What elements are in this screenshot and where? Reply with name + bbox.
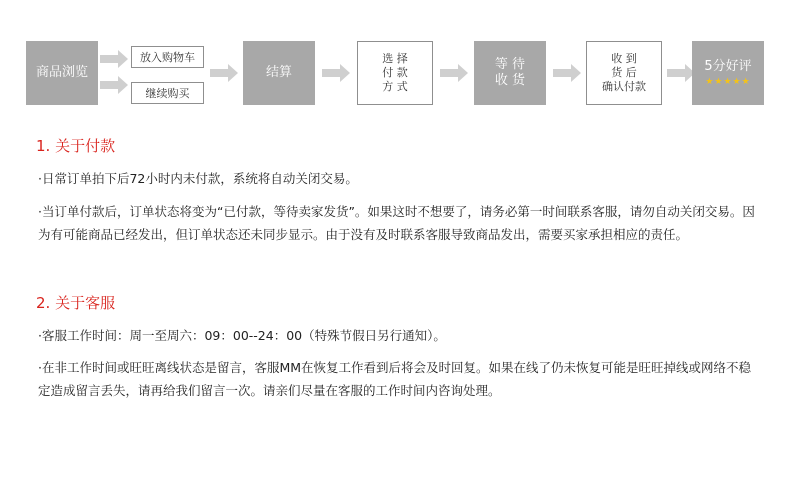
flow-branch-add-to-cart	[131, 46, 204, 68]
flow-arrow-icon	[322, 64, 352, 84]
flow-step-confirm-payment	[586, 41, 662, 105]
customer-service-paragraph: ·在非工作时间或旺旺离线状态是留言，客服MM在恢复工作看到后将会及时回复。如果在线了仍未恢复可能是旺旺掉线或网络不稳定造成留言丢失，请再给我们留言一次。请亲们尽量在客服的工作时间内咨询处理。	[38, 360, 752, 398]
branch-arrows	[100, 47, 130, 97]
payment-paragraph: ·日常订单拍下后72小时内未付款，系统将自动关闭交易。	[38, 171, 358, 186]
flow-step-choose-payment	[357, 41, 433, 105]
payment-paragraph: ·当订单付款后，订单状态将变为“已付款，等待卖家发货”。如果这时不想要了，请务必第一时间联系客服，请勿自动关闭交易。因为有可能商品已经发出，但订单状态还未同步显示。由于没有及时联系客服导致商品发出，需要买家承担相应的责任。	[38, 204, 755, 242]
flow-arrow-icon	[210, 64, 240, 84]
flow-step-choose-payment-label: 选 择 付 款 方 式	[382, 52, 408, 93]
flow-branch-add-to-cart-label: 放入购物车	[140, 51, 195, 64]
flow-branch-continue-buying-label: 继续购买	[145, 87, 190, 100]
customer-service-paragraph: ·客服工作时间：周一至周六：09：00--24：00（特殊节假日另行通知）。	[38, 328, 446, 343]
flow-branch-continue-buying	[131, 82, 204, 104]
flow-step-confirm-payment-label: 收 到 货 后 确认付款	[602, 52, 646, 93]
flow-arrow-icon	[553, 64, 583, 84]
flow-arrow-icon	[440, 64, 470, 84]
flow-step-checkout	[243, 41, 315, 105]
flow-step-await-delivery	[474, 41, 546, 105]
section-title-payment: 1. 关于付款	[36, 137, 116, 155]
order-flow-diagram	[0, 0, 790, 120]
flow-step-await-delivery-label: 等 待 收 货	[494, 56, 526, 88]
flow-step-browse	[26, 41, 98, 105]
flow-step-five-star-review-label: 5分好评	[704, 58, 752, 74]
section-title-customer-service: 2. 关于客服	[36, 294, 116, 312]
five-star-icon: ★★★★★	[705, 77, 751, 88]
flow-step-browse-label: 商品浏览	[35, 64, 88, 80]
flow-step-five-star-review	[692, 41, 764, 105]
flow-step-checkout-label: 结算	[265, 64, 292, 80]
